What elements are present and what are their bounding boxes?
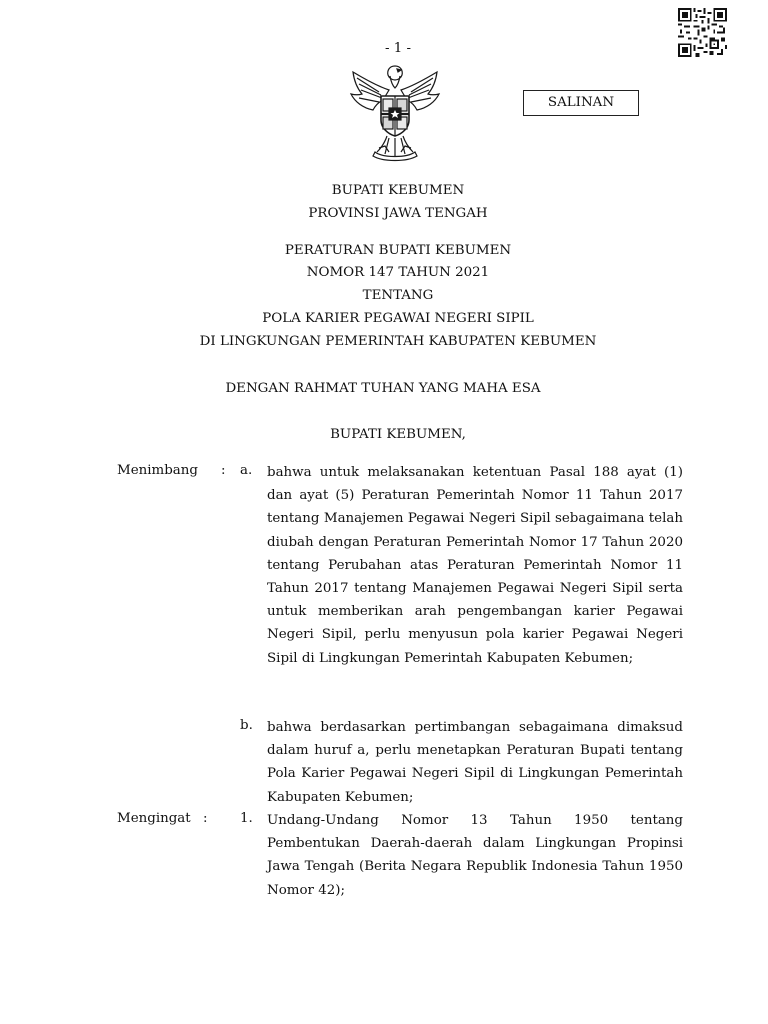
preamble: DENGAN RAHMAT TUHAN YANG MAHA ESA bbox=[225, 381, 541, 396]
menimbang-item-marker: a. bbox=[240, 463, 253, 478]
menimbang-item-b bbox=[267, 716, 683, 809]
header-regent: BUPATI KEBUMEN bbox=[331, 183, 465, 198]
menimbang-label: Menimbang bbox=[117, 463, 198, 478]
menimbang-item-text: bahwa untuk melaksanakan ketentuan Pasal 188 ayat (1) dan ayat (5) Peraturan Pemerintah Nomor 11 Tahun 2017 tentang Manajemen Pegawai Negeri Sipil sebagaimana telah diubah dengan Peraturan Pemerintah Nomor 17 Tahun 2020 tentang Perubahan atas Peraturan Pemerintah Nomor 11 Tahun 2017 tentang Manajemen Pegawai Negeri Sipil serta untuk memberikan arah pengembangan karier Pegawai Negeri Sipil, perlu menyusun pola karier Pegawai Negeri Sipil di Lingkungan Pemerintah Kabupaten Kebumen; bbox=[267, 465, 683, 666]
regulation-about: TENTANG bbox=[362, 288, 434, 303]
regulation-number: NOMOR 147 TAHUN 2021 bbox=[306, 265, 490, 280]
page-number: - 1 - bbox=[384, 41, 412, 56]
menimbang-item-text: bahwa berdasarkan pertimbangan sebagaimana dimaksud dalam huruf a, perlu menetapkan Peraturan Bupati tentang Pola Karier Pegawai Negeri Sipil di Lingkungan Pemerintah Kabupaten Kebumen; bbox=[267, 720, 683, 805]
menimbang-colon: : bbox=[221, 463, 226, 478]
menimbang-item-a bbox=[267, 461, 683, 670]
mengingat-item-1 bbox=[267, 809, 683, 902]
regulation-title: PERATURAN BUPATI KEBUMEN bbox=[284, 243, 512, 258]
mengingat-item-marker: 1. bbox=[240, 811, 253, 826]
garuda-pancasila-emblem bbox=[345, 62, 445, 164]
mengingat-colon: : bbox=[203, 811, 208, 826]
header-province: PROVINSI JAWA TENGAH bbox=[308, 206, 488, 221]
regulation-subject-line2: DI LINGKUNGAN PEMERINTAH KABUPATEN KEBUMEN bbox=[199, 334, 597, 349]
regulation-subject-line1: POLA KARIER PEGAWAI NEGERI SIPIL bbox=[262, 311, 534, 326]
authority-heading: BUPATI KEBUMEN, bbox=[330, 427, 466, 442]
mengingat-item-text: Undang-Undang Nomor 13 Tahun 1950 tentang Pembentukan Daerah-daerah dalam Lingkungan Propinsi Jawa Tengah (Berita Negara Republik Indonesia Tahun 1950 Nomor 42); bbox=[267, 813, 683, 898]
mengingat-label: Mengingat bbox=[117, 811, 191, 826]
salinan-stamp: SALINAN bbox=[523, 90, 639, 116]
menimbang-item-marker: b. bbox=[240, 718, 253, 733]
